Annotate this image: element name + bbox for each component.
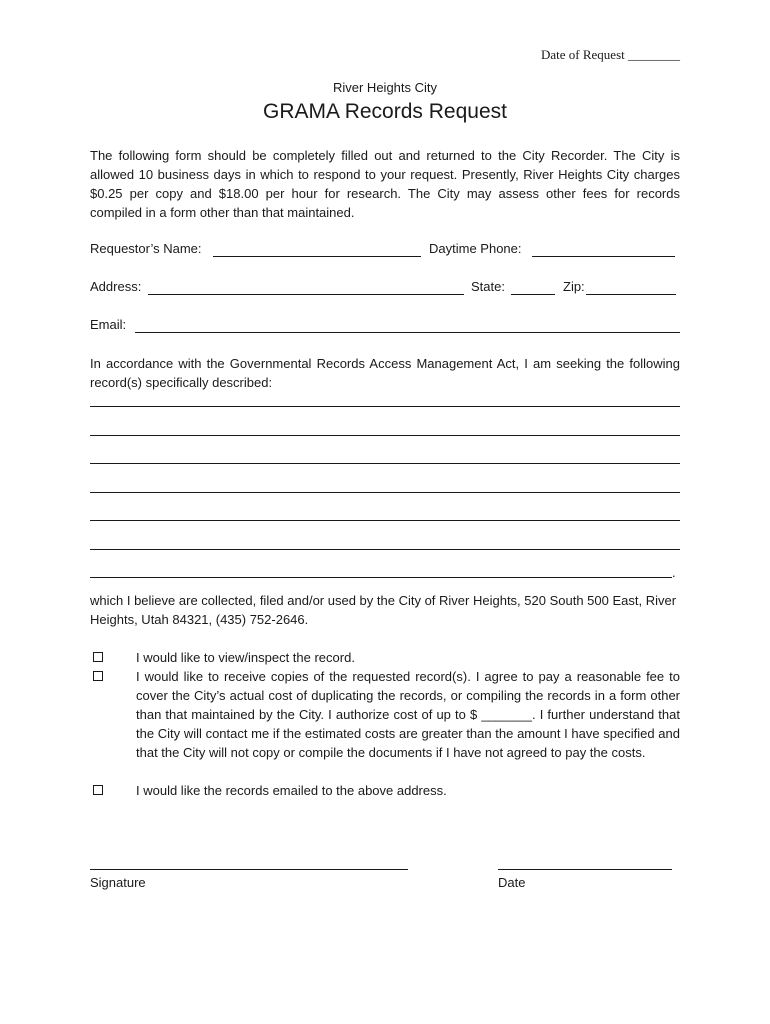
email-row: [90, 317, 680, 337]
record-description-line[interactable]: [90, 492, 680, 493]
receive-copies-option: I would like to receive copies of the requested record(s). I agree to pay a reasonable fee to cover the City’s actual cost of duplicating the records, or compiling the records in a form other than that maintained by the City. I authorize cost of up to $ _______. I further understand that the City will contact me if the estimated costs are greater than the amount I have specified and that the City will not copy or compile the documents if I have not agreed to pay the costs.: [136, 669, 680, 760]
receive-copies-checkbox[interactable]: [93, 671, 103, 681]
daytime-phone-field[interactable]: [532, 256, 675, 257]
requestor-name-label: Requestor’s Name:: [90, 241, 202, 256]
record-description-line[interactable]: [90, 577, 672, 578]
city-address-statement: which I believe are collected, filed and/or used by the City of River Heights, 520 South 500 East, River Heights, Utah 84321, (435) 752-2646.: [90, 593, 677, 627]
record-description-line[interactable]: [90, 520, 680, 521]
requestor-name-field[interactable]: [213, 256, 421, 257]
email-records-checkbox[interactable]: [93, 785, 103, 795]
record-description-line[interactable]: [90, 435, 680, 436]
record-description-line[interactable]: [90, 549, 680, 550]
city-name: River Heights City: [332, 80, 438, 95]
name-phone-row: [90, 241, 680, 261]
zip-field[interactable]: [586, 294, 676, 295]
date-of-request: Date of Request ________: [540, 47, 680, 62]
record-description-line[interactable]: [90, 463, 680, 464]
view-inspect-checkbox[interactable]: [93, 652, 103, 662]
email-records-option: I would like the records emailed to the above address.: [136, 783, 447, 798]
view-inspect-option: I would like to view/inspect the record.: [136, 650, 355, 665]
record-line-period: .: [672, 565, 676, 580]
state-field[interactable]: [511, 294, 555, 295]
daytime-phone-label: Daytime Phone:: [429, 241, 522, 256]
signature-line[interactable]: [90, 869, 408, 870]
date-label: Date: [498, 875, 526, 890]
intro-paragraph: The following form should be completely filled out and returned to the City Recorder. The City is allowed 10 business days in which to respond to your request. Presently, River Heights City charges $0.25 per copy and $18.00 per hour for research. The City may assess other fees for records compiled in a form other than that maintained.: [90, 148, 680, 220]
email-label: Email:: [90, 317, 127, 332]
records-statement: In accordance with the Governmental Records Access Management Act, I am seeking the following record(s) specifically described:: [90, 356, 680, 390]
zip-label: Zip:: [563, 279, 585, 294]
signature-label: Signature: [90, 875, 146, 890]
address-row: [90, 279, 680, 299]
form-title: GRAMA Records Request: [263, 100, 507, 123]
record-description-line[interactable]: [90, 406, 680, 407]
state-label: State:: [471, 279, 505, 294]
address-field[interactable]: [148, 294, 464, 295]
email-field[interactable]: [135, 332, 680, 333]
date-line[interactable]: [498, 869, 672, 870]
address-label: Address:: [90, 279, 142, 294]
